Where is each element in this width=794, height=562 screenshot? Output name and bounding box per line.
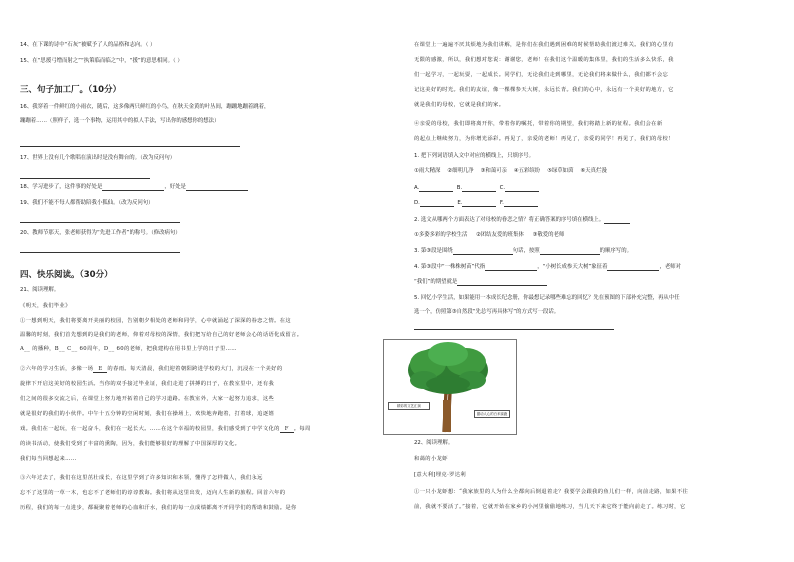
question-5-line2: 选一个，仿照第③自然段“先总写再具体写”的方式写一段话。: [414, 309, 560, 315]
reading-22-label: 22、阅读理解。: [414, 440, 454, 446]
question-18-part1: 18、学习进步了，这件事的好处是: [20, 184, 103, 190]
question-18-part2: ，好处是: [164, 184, 186, 190]
para3-line1: ③六年过去了，我们在这里茁壮成长，在这里学到了许多知识和本领，懂得了怎样做人，我们永远: [20, 475, 263, 481]
passage-22-title: 和蔼的小龙虾: [414, 456, 448, 462]
para2-line1: ②六年的学习生活，多像一场 E 的春雨。每天清晨，我们迎着朝阳跨进学校的大门，沉浸在一个美好的: [20, 366, 283, 372]
question-15: 15、在“思援弓缯而射之”“执策临而临之”中，“援”的意思相同。（ ）: [20, 58, 183, 64]
para2-line2: 旋律下开启这美好的校园生活。当你的双手接过毕业证，我们走进了拼搏的日子，在教室里中，还有我: [20, 381, 275, 387]
question-5-line1: 5. 回忆小学生活，如果能用一本成长纪念册，你最想记录哪些难忘的回忆？先在预图的下部补充完整，再从中任: [414, 295, 680, 301]
para3-line2: 忘不了这里的一草一木，也忘不了老师们的谆谆教诲。我们将从这里出发，迈向人生新的旅程。回首六年的: [20, 490, 286, 496]
question-1: 1. 把下列词语填入文中对应的横线上，只填序号。: [414, 153, 535, 159]
para3-line3: 历程，我们的每一点进步，都凝聚着老师的心血和汗水，我们的每一点成绩都离不开同学们的帮助和鼓励。是你: [20, 505, 297, 511]
answer-line-16: [20, 140, 240, 147]
memory-tree-diagram: [383, 339, 517, 435]
para2-line5: 戏。我们在一起玩，在一起奋斗，我们在一起长大。……在这个幸福的校园里，我们感受到了中学文化的 F 。每周: [20, 426, 311, 432]
blank-E: E: [93, 366, 107, 373]
para1-line2: 温馨的时刻，我们首先想到的是我们的老师，仰着对母校的深情，我们把写给自己的好老师会心的话语化成留言。: [20, 332, 303, 338]
blanks-row-2: D. E. F.: [414, 200, 538, 207]
answer-line-20: [20, 246, 180, 253]
para2-line3: 们之间的很多交流之后，在课堂上努力地开拓着自己的学习道路。在教室外，大家一起努力追求，这些: [20, 396, 275, 402]
para2-line4: 就是很好的我们的小伙伴。中午十五分钟的空闲时刻，我们在操场上，欢快地奔跑着，打着球，追逐嬉: [20, 411, 275, 417]
answer-line-17: [20, 172, 150, 179]
para4-line1: ④亲爱的母校，我们即将离开你，带着你的嘱托，带着你的期望，我们将踏上新的征程。我们会在新: [414, 121, 663, 127]
passage-title: 《明天，我们毕业》: [20, 303, 71, 309]
para3-line4: 在课堂上一遍遍不厌其烦地为我们讲解，是你们在我们遇到困难的时候帮助我们渡过难关。我们的心里有: [414, 42, 674, 48]
reading-21-label: 21、阅读理解。: [20, 287, 60, 293]
answer-line-5: [414, 323, 614, 330]
option-6: ⑥天真烂漫: [580, 168, 607, 174]
section-4-heading: 四、快乐阅读。（30分）: [20, 270, 113, 280]
question-18: [20, 184, 248, 191]
blanks-row-1: A. B. C.: [414, 185, 539, 192]
tree-box-left: 精彩的文艺汇演: [388, 402, 430, 410]
para2-line6: 的读书活动，使我们受到了丰富的熏陶，因为，我们能够很好的理解了中国深厚的文化。: [20, 441, 241, 447]
para3-line6: 们一起学习，一起玩耍，一起成长。同学们，无论我们走到哪里，无论我们将来做什么，我们都不会忘: [414, 72, 669, 78]
question-4-line1: 4. 第③段中“一株株树苗”代指 ，“小树长成参天大树”象征着 ，老师对: [414, 264, 682, 270]
question-1-options: [414, 168, 607, 175]
option-2: ②细明几净: [447, 168, 474, 174]
option-3: ③和蔼可亲: [480, 168, 507, 174]
passage-22-line1: ①一只小龙虾想：“我家族里的人为什么全都向后倒退着走？我要学会跟我的鱼儿们一样，向前走路，如果不往: [414, 489, 689, 495]
para3-line8: 就是我们的母校，它就是我们的家。: [414, 102, 505, 108]
question-19: 19、我们不能不每人都帮助陪我小狐仙。（改为反问句）: [20, 200, 154, 206]
para3-line7: 记这美好的时光。我们的友谊，像一棵棵参天大树，永远长青。我们的心中，永远有一个美好的地方，它: [414, 87, 674, 93]
para4-line2: 的起点上继续努力，为你增光添彩。再见了，亲爱的老师！再见了，亲爱的同学！再见了，我们的母校！: [414, 136, 674, 142]
question-4-line2: “我们”的期望就是: [414, 279, 547, 286]
option-1: ①雨大精深: [414, 168, 441, 174]
question-16-line1: 16、我穿着一件鲜红的小雨衣，随后，这多像两只鲜红的小鸟，在秋天金黄的叶丛间，蹦蹦地蹦着跳着，: [20, 104, 270, 110]
question-17: 17、世界上没有几个歌唱在演出时是没有舞台的。（改为反问句）: [20, 155, 176, 161]
question-20: 20、教师节那天，张老师获得为“先进工作者”的称号。（修改病句）: [20, 230, 181, 236]
question-3: 3. 第③段是围绕 句话，按照 的顺序写的。: [414, 248, 632, 254]
tree-box-right: 激动人心的白米赛跑: [474, 410, 510, 418]
section-3-heading: 三、句子加工厂。（10分）: [20, 85, 122, 95]
option-4: ④五彩缤纷: [513, 168, 541, 174]
para2-line7: 我们每当回想起来……: [20, 456, 77, 462]
question-16-line2: 蹦蹦着……（照样子，选一个事物，运用其中的拟人手法，写出你的感想你的想法）: [20, 118, 220, 124]
blank-F: F: [280, 426, 294, 433]
para1-line3: A__ 的播种，B__ C__ 60周年，D__ 60的老师，把我建构在用书里上学的日子里……: [20, 346, 237, 352]
question-2: 2. 选文从哪两个方面表达了对母校的眷恋之情？将正确答案的序号填在横线上。: [414, 217, 630, 224]
tree-icon: [384, 340, 516, 434]
answer-line-19: [20, 216, 180, 223]
para1-line1: ①一想到明天，我们将要离开美丽的校园，告别朝夕相处的老师和同学，心中就涌起了深深的眷恋之情。在这: [20, 318, 292, 324]
passage-22-author: [意大利]埋克·罗达利: [414, 472, 467, 478]
question-14: 14、在下课的诗中“石灰”被赋予了人的品格和志向。（ ）: [20, 42, 156, 48]
option-5: ⑤绿草如茵: [547, 168, 574, 174]
passage-22-line2: 前，我就不要活了。”接着，它就开始在家乡的小河里偷偷地练习，当几天下来它终于能向前走了。练习时，它: [414, 504, 686, 510]
question-2-options: ①多姿多彩的学校生活 ②团结友爱的班集体 ③敬爱的老师: [414, 232, 565, 238]
para3-line5: 无限的感激，所以，我们想对您说：谢谢您，老师！在我们这个温暖的集体里，我们的生活多么快乐，我: [414, 57, 674, 63]
